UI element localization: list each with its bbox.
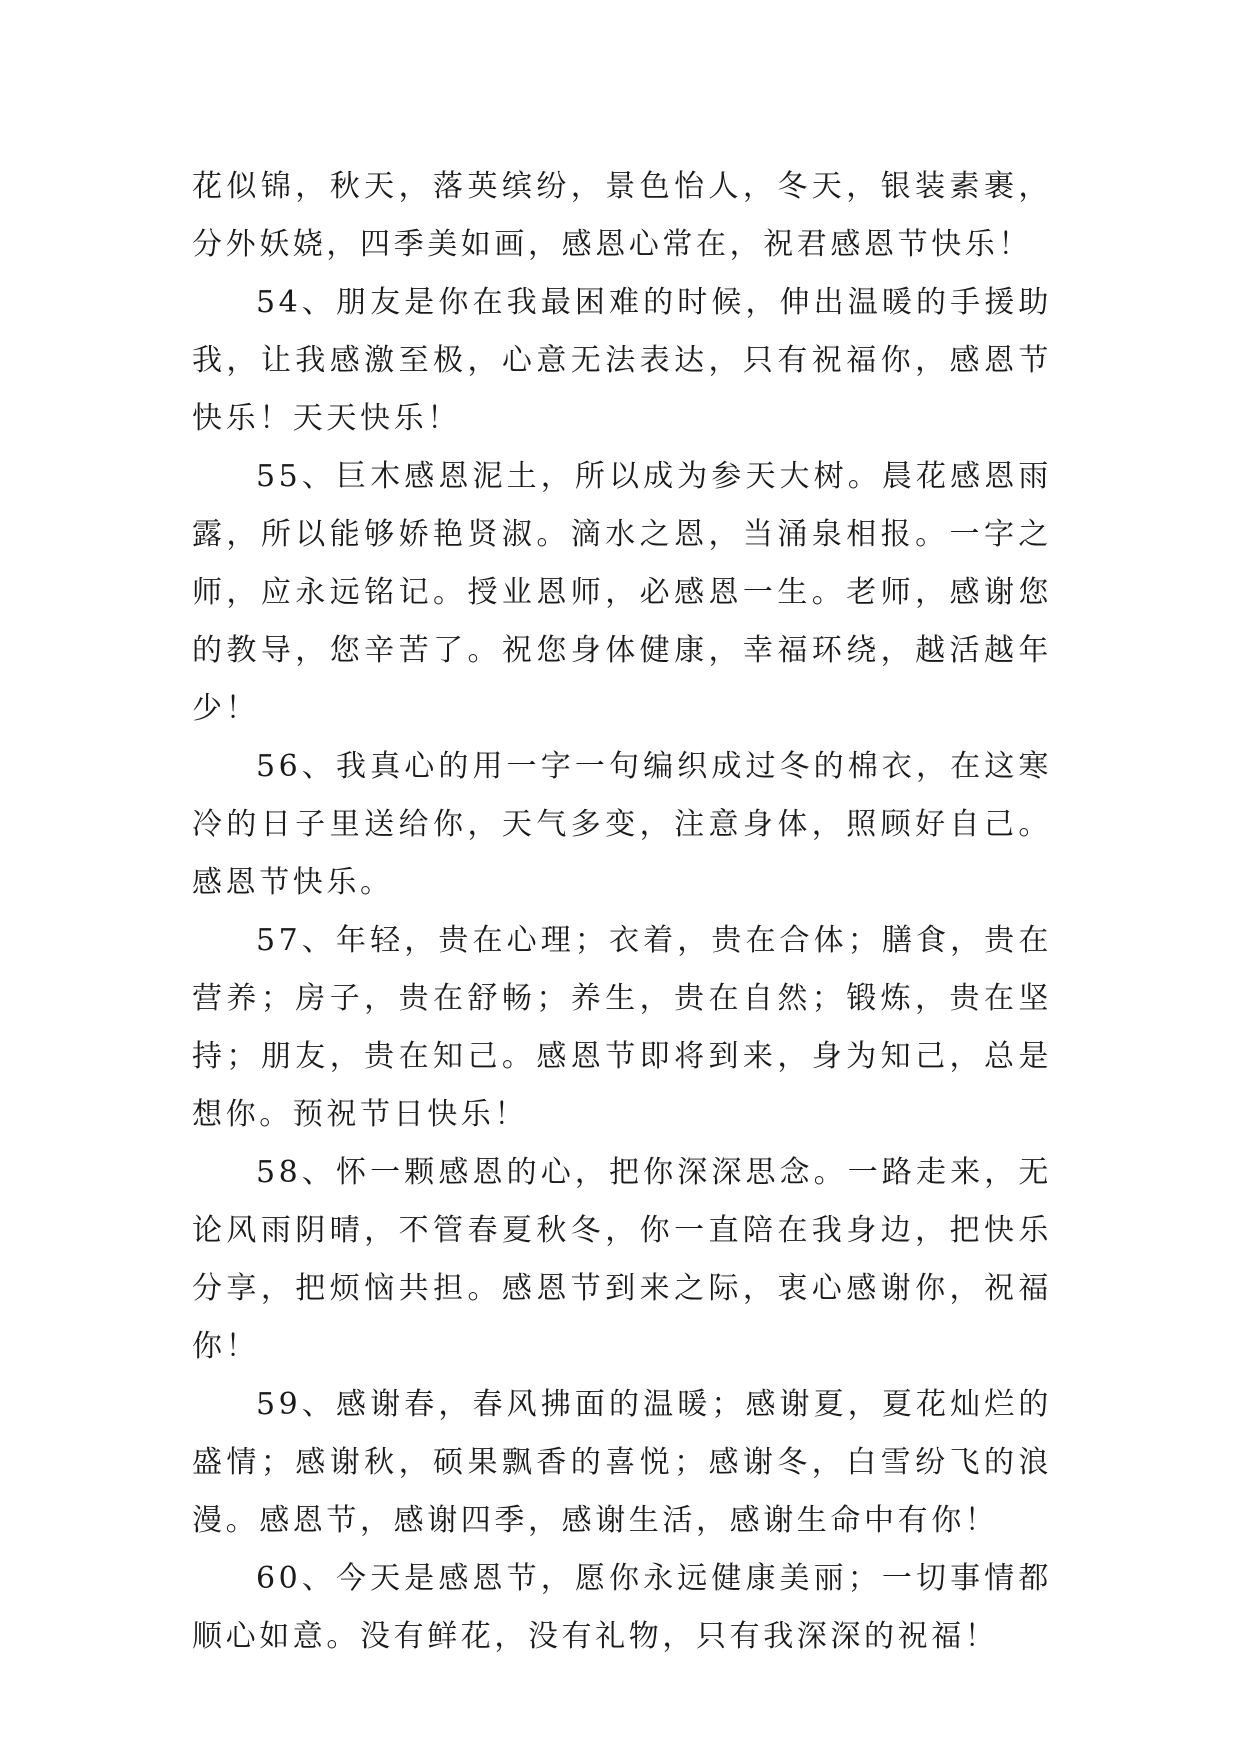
paragraph-56: 56、我真心的用一字一句编织成过冬的棉衣，在这寒冷的日子里送给你，天气多变，注意身体，照顾好自己。感恩节快乐。 bbox=[192, 749, 1052, 900]
paragraph-58: 58、怀一颗感恩的心，把你深深思念。一路走来，无论风雨阴晴，不管春夏秋冬，你一直陪在我身边，把快乐分享，把烦恼共担。感恩节到来之际，衷心感谢你，祝福你！ bbox=[192, 1155, 1052, 1364]
paragraph-54: 54、朋友是你在我最困难的时候，伸出温暖的手援助我，让我感激至极，心意无法表达，只有祝福你，感恩节快乐！天天快乐！ bbox=[192, 285, 1052, 436]
paragraph-60: 60、今天是感恩节，愿你永远健康美丽；一切事情都顺心如意。没有鲜花，没有礼物，只有我深深的祝福！ bbox=[192, 1561, 1052, 1654]
paragraph-continuation: 花似锦，秋天，落英缤纷，景色怡人，冬天，银装素裹，分外妖娆，四季美如画，感恩心常在，祝君感恩节快乐！ bbox=[192, 169, 1052, 262]
paragraph-55: 55、巨木感恩泥土，所以成为参天大树。晨花感恩雨露，所以能够娇艳贤淑。滴水之恩，当涌泉相报。一字之师，应永远铭记。授业恩师，必感恩一生。老师，感谢您的教导，您辛苦了。祝您身体健康，幸福环绕，越活越年少！ bbox=[192, 459, 1052, 726]
paragraph-57: 57、年轻，贵在心理；衣着，贵在合体；膳食，贵在营养；房子，贵在舒畅；养生，贵在自然；锻炼，贵在坚持；朋友，贵在知己。感恩节即将到来，身为知己，总是想你。预祝节日快乐！ bbox=[192, 923, 1052, 1132]
document-page bbox=[192, 158, 1052, 1666]
paragraph-59: 59、感谢春，春风拂面的温暖；感谢夏，夏花灿烂的盛情；感谢秋，硕果飘香的喜悦；感谢冬，白雪纷飞的浪漫。感恩节，感谢四季，感谢生活，感谢生命中有你！ bbox=[192, 1387, 1052, 1538]
